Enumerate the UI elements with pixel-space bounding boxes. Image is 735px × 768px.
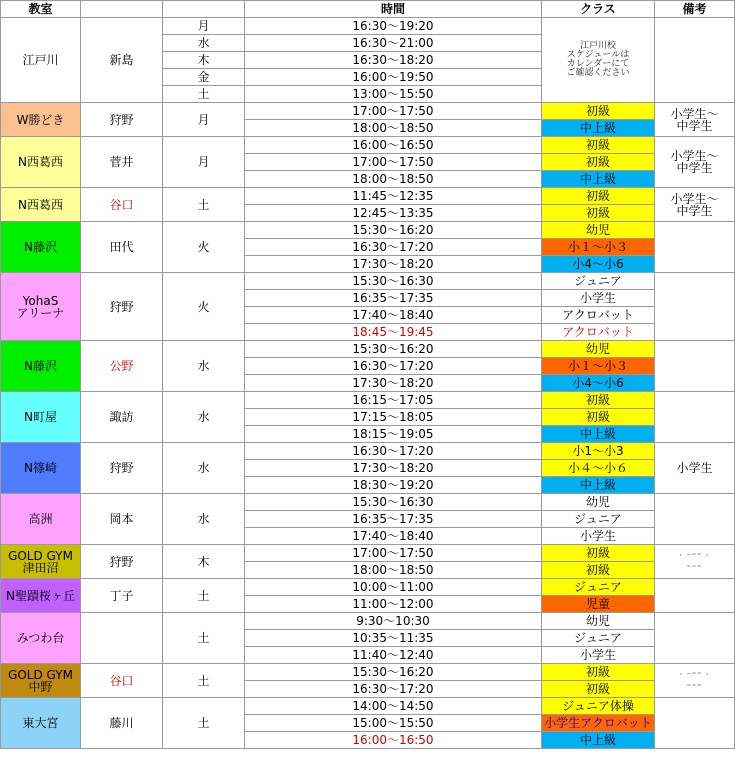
time-cell: 9:30～10:30 — [245, 613, 542, 630]
time-cell: 17:30～18:20 — [245, 460, 542, 477]
time-cell: 16:30～17:20 — [245, 239, 542, 256]
day-cell: 水 — [163, 35, 245, 52]
time-cell: 18:00～18:50 — [245, 562, 542, 579]
time-cell: 18:15～19:05 — [245, 426, 542, 443]
time-cell: 16:00～16:50 — [245, 137, 542, 154]
class-cell: 初級 — [542, 103, 655, 120]
day-cell: 土 — [163, 188, 245, 222]
time-cell: 17:40～18:40 — [245, 528, 542, 545]
day-cell: 月 — [163, 137, 245, 188]
header-class: クラス — [542, 1, 655, 18]
header-instructor — [81, 1, 163, 18]
instructor-cell: 田代 — [81, 222, 163, 273]
venue-cell: GOLD GYM 中野 — [1, 664, 81, 698]
day-cell: 木 — [163, 545, 245, 579]
time-cell: 12:45～13:35 — [245, 205, 542, 222]
time-cell: 17:00～17:50 — [245, 103, 542, 120]
class-cell: 幼児 — [542, 494, 655, 511]
class-cell: ジュニア — [542, 630, 655, 647]
time-cell: 10:00～11:00 — [245, 579, 542, 596]
note-cell — [655, 222, 735, 273]
venue-cell: 江戸川 — [1, 18, 81, 103]
instructor-cell: 菅井 — [81, 137, 163, 188]
table-row — [1, 188, 735, 205]
note-cell: 小学生～ 中学生 — [655, 188, 735, 222]
class-cell: 初級 — [542, 392, 655, 409]
class-cell: ジュニア — [542, 511, 655, 528]
class-cell: 中上級 — [542, 171, 655, 188]
class-note-cell: 江戸川校 スケジュールは カレンダーにて ご確認ください — [542, 18, 655, 103]
time-cell: 17:30～18:20 — [245, 256, 542, 273]
day-cell: 火 — [163, 222, 245, 273]
class-cell: 初級 — [542, 562, 655, 579]
day-cell: 土 — [163, 613, 245, 664]
instructor-cell: 狩野 — [81, 545, 163, 579]
day-cell: 水 — [163, 341, 245, 392]
venue-cell: YohaS アリーナ — [1, 273, 81, 341]
instructor-cell: 岡本 — [81, 494, 163, 545]
day-cell: 月 — [163, 18, 245, 35]
day-cell: 水 — [163, 494, 245, 545]
time-cell: 17:15～18:05 — [245, 409, 542, 426]
note-cell — [655, 698, 735, 749]
table-row — [1, 613, 735, 630]
time-cell: 17:40～18:40 — [245, 307, 542, 324]
venue-cell: N藤沢 — [1, 222, 81, 273]
instructor-cell: 丁子 — [81, 579, 163, 613]
table-row — [1, 18, 735, 35]
time-cell: 14:00～14:50 — [245, 698, 542, 715]
class-cell: 中上級 — [542, 120, 655, 137]
time-cell: 16:30～18:20 — [245, 52, 542, 69]
class-cell: ジュニア — [542, 273, 655, 290]
class-cell: 初級 — [542, 137, 655, 154]
time-cell: 15:00～15:50 — [245, 715, 542, 732]
header-note: 備考 — [655, 1, 735, 18]
instructor-cell: 新島 — [81, 18, 163, 103]
class-cell: ジュニア体操 — [542, 698, 655, 715]
time-cell: 11:45～12:35 — [245, 188, 542, 205]
note-cell — [655, 579, 735, 613]
table-row — [1, 137, 735, 154]
note-cell — [655, 18, 735, 103]
class-cell: 初級 — [542, 154, 655, 171]
note-cell: 小学生 — [655, 443, 735, 494]
time-cell: 15:30～16:20 — [245, 664, 542, 681]
table-row — [1, 273, 735, 290]
class-cell: 小４～小６ — [542, 460, 655, 477]
time-cell: 13:00～15:50 — [245, 86, 542, 103]
venue-cell: みつわ台 — [1, 613, 81, 664]
instructor-cell: 狩野 — [81, 273, 163, 341]
class-cell: 初級 — [542, 409, 655, 426]
table-row — [1, 443, 735, 460]
time-cell: 10:35～11:35 — [245, 630, 542, 647]
time-cell: 16:15～17:05 — [245, 392, 542, 409]
venue-cell: 高洲 — [1, 494, 81, 545]
time-cell: 15:30～16:30 — [245, 273, 542, 290]
class-cell: 幼児 — [542, 341, 655, 358]
class-cell: 児童 — [542, 596, 655, 613]
day-cell: 土 — [163, 86, 245, 103]
instructor-cell — [81, 613, 163, 664]
class-cell: 小1～小3 — [542, 443, 655, 460]
time-cell: 17:00～17:50 — [245, 154, 542, 171]
class-cell: 幼児 — [542, 613, 655, 630]
table-row — [1, 341, 735, 358]
day-cell: 水 — [163, 443, 245, 494]
instructor-cell: 谷口 — [81, 664, 163, 698]
time-cell: 15:30～16:20 — [245, 222, 542, 239]
class-cell: 小4～小6 — [542, 256, 655, 273]
time-cell: 16:30～17:20 — [245, 681, 542, 698]
header-day — [163, 1, 245, 18]
header-time: 時間 — [245, 1, 542, 18]
instructor-cell: 狩野 — [81, 443, 163, 494]
time-cell: 15:30～16:20 — [245, 341, 542, 358]
day-cell: 月 — [163, 103, 245, 137]
table-row — [1, 494, 735, 511]
class-cell: 初級 — [542, 664, 655, 681]
class-cell: 中上級 — [542, 477, 655, 494]
time-cell: 16:30～19:20 — [245, 18, 542, 35]
venue-cell: 東大宮 — [1, 698, 81, 749]
venue-cell: N篠崎 — [1, 443, 81, 494]
note-cell: 小学生～ 中学生 — [655, 103, 735, 137]
class-cell: 中上級 — [542, 732, 655, 749]
class-cell: 小学生 — [542, 290, 655, 307]
note-cell: 小学生～ 中学生 — [655, 137, 735, 188]
day-cell: 土 — [163, 664, 245, 698]
class-cell: アクロバット — [542, 307, 655, 324]
time-cell: 18:45～19:45 — [245, 324, 542, 341]
time-cell: 17:30～18:20 — [245, 375, 542, 392]
venue-cell: W勝どき — [1, 103, 81, 137]
class-cell: 小4～小6 — [542, 375, 655, 392]
class-cell: ジュニア — [542, 579, 655, 596]
day-cell: 水 — [163, 392, 245, 443]
venue-cell: N西葛西 — [1, 137, 81, 188]
time-cell: 15:30～16:30 — [245, 494, 542, 511]
time-cell: 11:40～12:40 — [245, 647, 542, 664]
class-cell: 幼児 — [542, 222, 655, 239]
class-cell: 初級 — [542, 205, 655, 222]
table-row — [1, 579, 735, 596]
time-cell: 16:30～17:20 — [245, 358, 542, 375]
day-cell: 土 — [163, 579, 245, 613]
venue-cell: N藤沢 — [1, 341, 81, 392]
day-cell: 火 — [163, 273, 245, 341]
venue-cell: GOLD GYM 津田沼 — [1, 545, 81, 579]
schedule-body — [1, 18, 735, 749]
instructor-cell: 谷口 — [81, 188, 163, 222]
table-row — [1, 545, 735, 562]
class-cell: 初級 — [542, 681, 655, 698]
note-cell — [655, 341, 735, 392]
class-cell: 小１～小３ — [542, 239, 655, 256]
time-cell: 16:35～17:35 — [245, 511, 542, 528]
table-row — [1, 698, 735, 715]
class-cell: 小学生アクロバット — [542, 715, 655, 732]
table-row — [1, 392, 735, 409]
day-cell: 木 — [163, 52, 245, 69]
time-cell: 17:00～17:50 — [245, 545, 542, 562]
venue-cell: N聖蹟桜ヶ丘 — [1, 579, 81, 613]
time-cell: 18:00～18:50 — [245, 171, 542, 188]
note-cell — [655, 392, 735, 443]
note-cell — [655, 273, 735, 341]
day-cell: 金 — [163, 69, 245, 86]
time-cell: 16:00～16:50 — [245, 732, 542, 749]
note-cell — [655, 494, 735, 545]
class-cell: 中上級 — [542, 426, 655, 443]
time-cell: 16:30～17:20 — [245, 443, 542, 460]
note-cell: · ⁻⁼⁼ · ⁼⁼⁼ — [655, 664, 735, 698]
time-cell: 11:00～12:00 — [245, 596, 542, 613]
class-cell: 小１～小３ — [542, 358, 655, 375]
table-row — [1, 222, 735, 239]
class-cell: 初級 — [542, 188, 655, 205]
time-cell: 18:30～19:20 — [245, 477, 542, 494]
header-venue: 教室 — [1, 1, 81, 18]
class-cell: アクロバット — [542, 324, 655, 341]
time-cell: 16:30～21:00 — [245, 35, 542, 52]
instructor-cell: 狩野 — [81, 103, 163, 137]
instructor-cell: 公野 — [81, 341, 163, 392]
class-cell: 小学生 — [542, 647, 655, 664]
time-cell: 18:00～18:50 — [245, 120, 542, 137]
note-cell — [655, 613, 735, 664]
table-row — [1, 103, 735, 120]
time-cell: 16:35～17:35 — [245, 290, 542, 307]
note-cell: · ⁻⁼⁼ · ⁼⁼⁼ — [655, 545, 735, 579]
class-cell: 初級 — [542, 545, 655, 562]
instructor-cell: 藤川 — [81, 698, 163, 749]
time-cell: 16:00～19:50 — [245, 69, 542, 86]
venue-cell: N町屋 — [1, 392, 81, 443]
table-row — [1, 664, 735, 681]
header-row — [1, 1, 735, 18]
venue-cell: N西葛西 — [1, 188, 81, 222]
day-cell: 土 — [163, 698, 245, 749]
instructor-cell: 諏訪 — [81, 392, 163, 443]
class-cell: 小学生 — [542, 528, 655, 545]
